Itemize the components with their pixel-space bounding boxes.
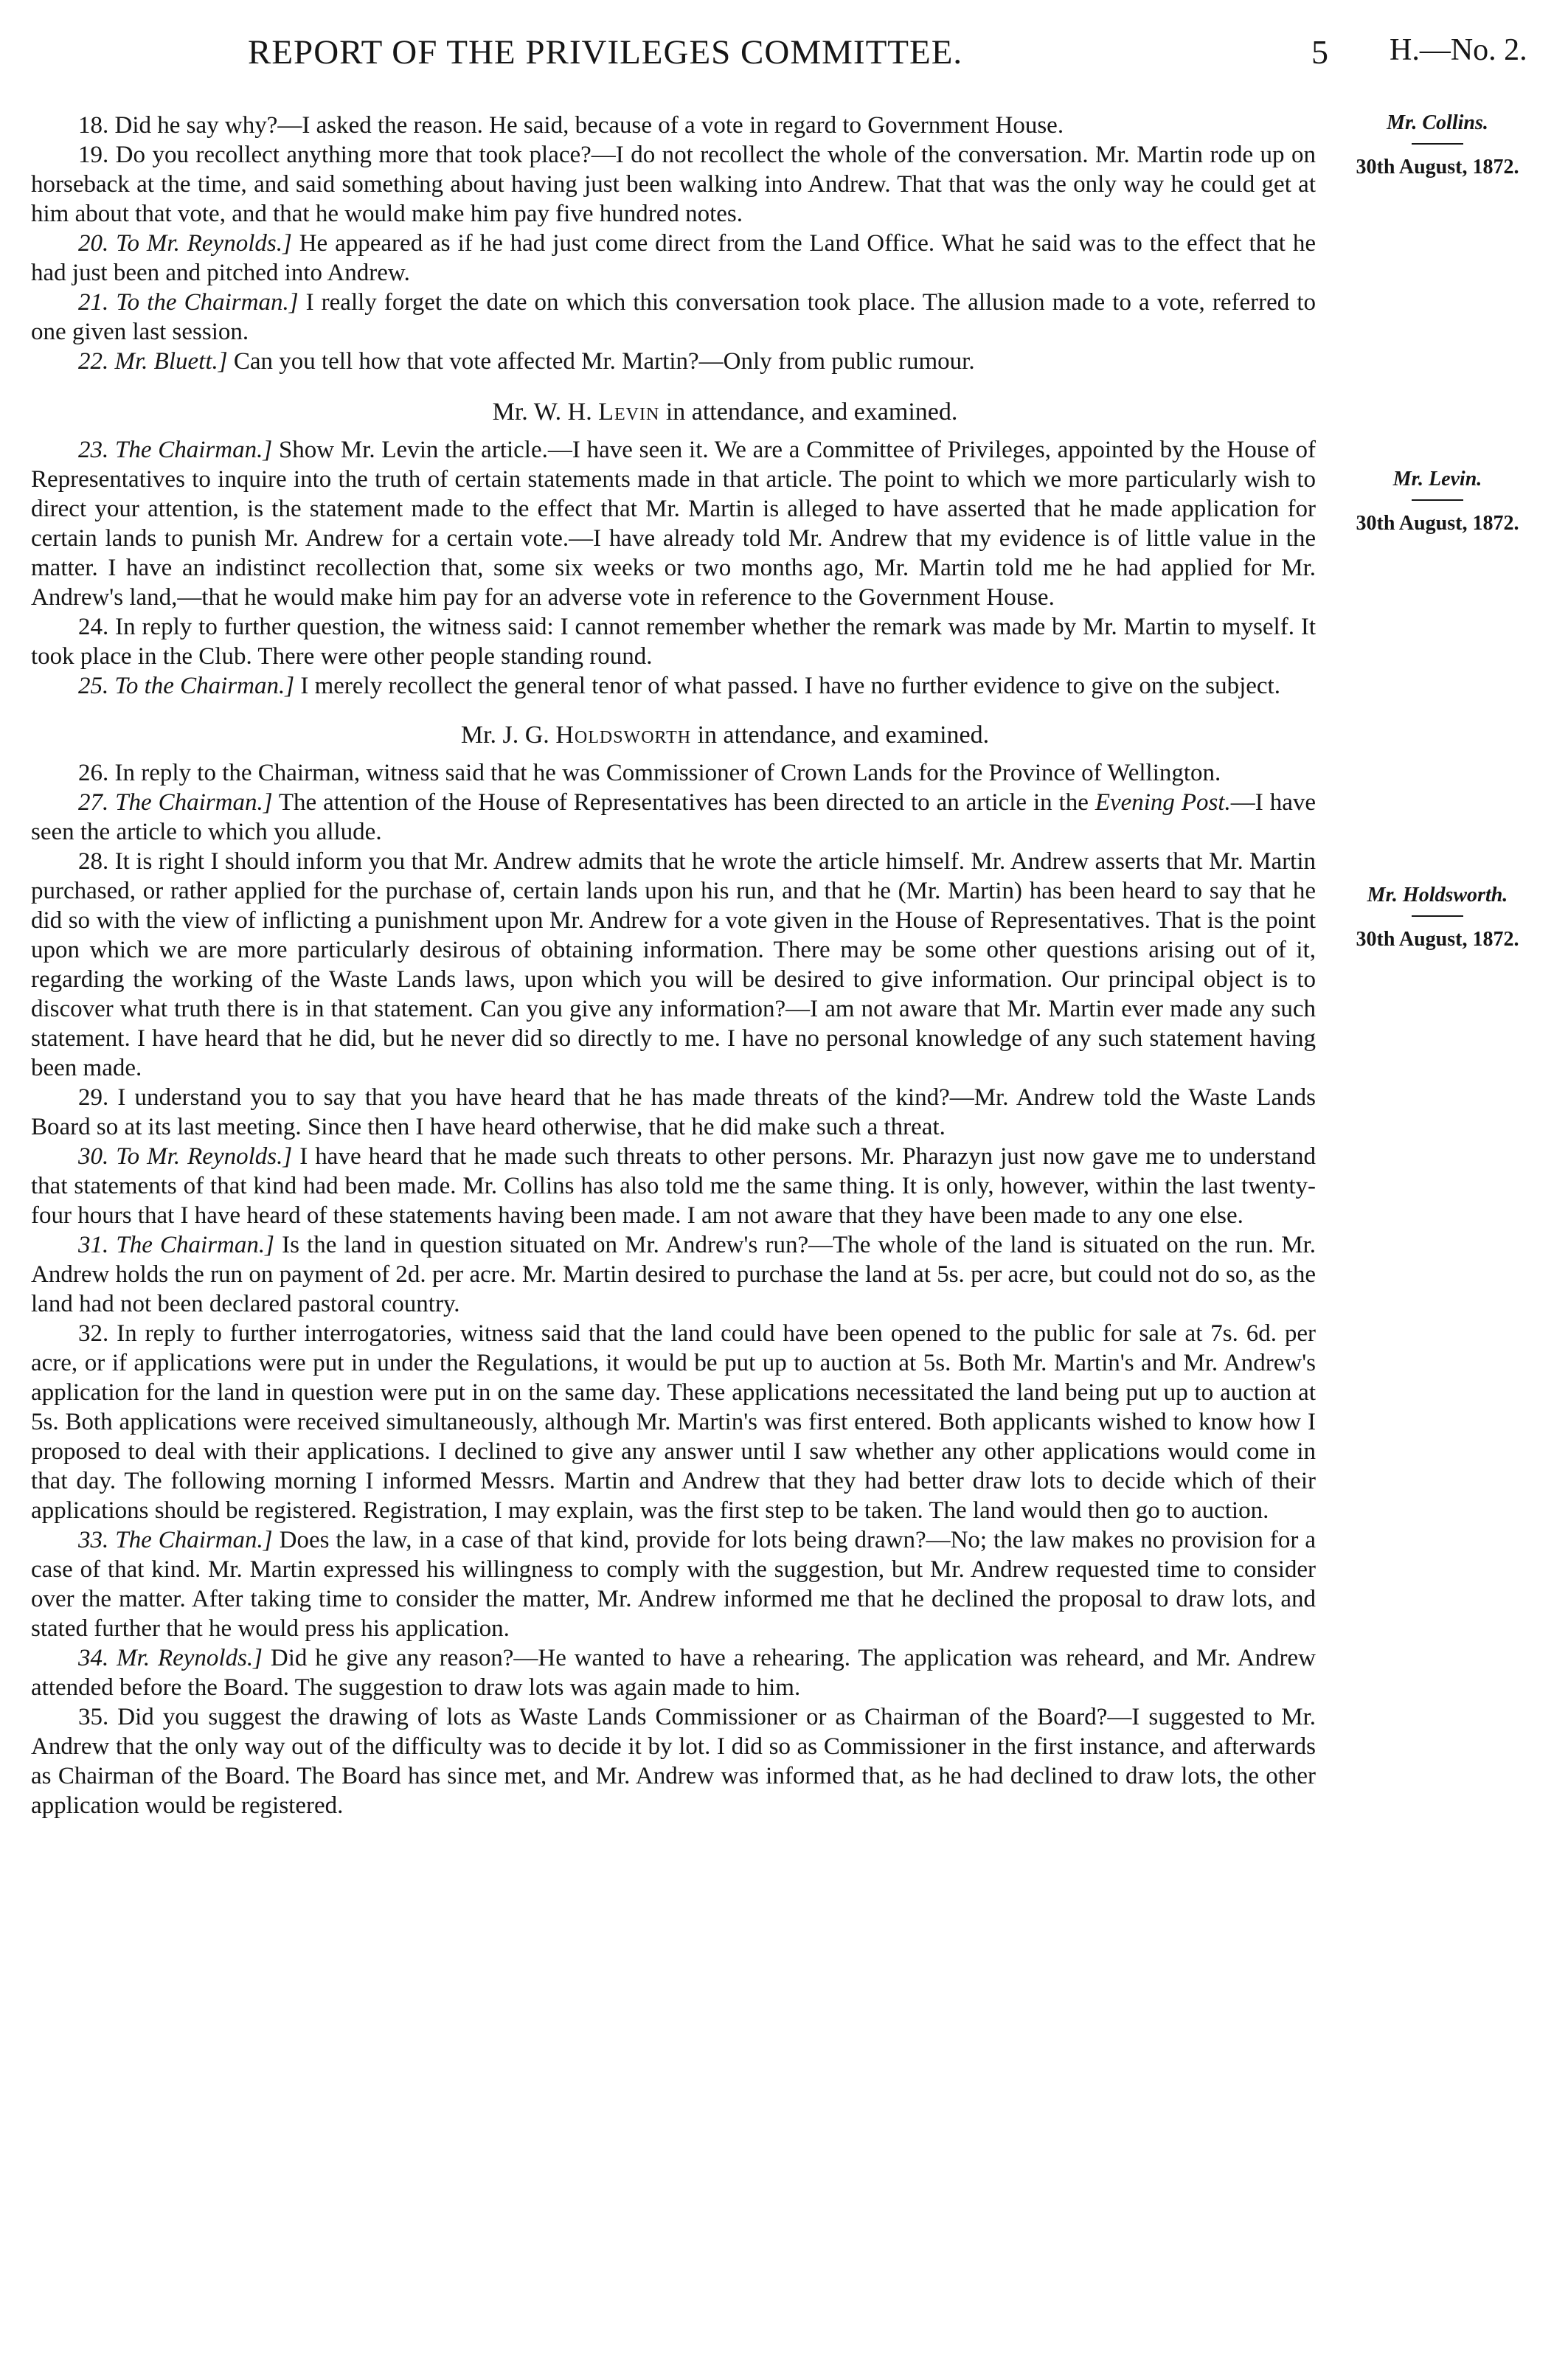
paragraph-text: 32. In reply to further interrogatories, witness said that the land could have been opened to the public for sale at 7s. 6d. per acre, or if applications were put in under the Regulations, it would be put up to auction at 5s. Both Mr. Martin's and Mr. Andrew's application for the land in question were put in on the same day. These applications necessitated the land being put up to auction at 5s. Both applications were received simultaneously, although Mr. Martin's was first entered. Both applicants wished to know how I proposed to deal with their applications. I declined to give any answer until I saw whether any other applications would come in that day. The following morning I informed Messrs. Martin and Andrew that they had better draw lots to decide which of their applications should be registered. Registration, I may explain, was the first step to be taken. The land would then go to auction. — [31, 1320, 1316, 1524]
margin-note-witness: Mr. Holdsworth. — [1367, 884, 1508, 906]
speaker-lead: 34. Mr. Reynolds.] — [78, 1645, 263, 1671]
margin-note-date: 30th August, 1872. — [1356, 156, 1519, 178]
margin-note-rule — [1412, 499, 1463, 501]
margin-note-date: 30th August, 1872. — [1356, 512, 1519, 535]
speaker-lead: 20. To Mr. Reynolds.] — [78, 230, 292, 257]
evidence-paragraph — [31, 1083, 1316, 1142]
paragraph-text: 19. Do you recollect anything more that took place?—I do not recollect the whole of the conversation. Mr. Martin rode up on horseback at the time, and said something about having just been walking into Andrew. That that was the only way he could get at him about that vote, and that he would make him pay five hundred notes. — [31, 142, 1316, 227]
evidence-paragraph — [31, 229, 1316, 288]
evidence-paragraph — [31, 788, 1316, 847]
margin-note-date: 30th August, 1872. — [1356, 928, 1519, 951]
evidence-paragraph — [31, 288, 1316, 347]
witness-heading — [31, 720, 1316, 751]
paragraph-text: 29. I understand you to say that you have heard that he has made threats of the kind?—Mr. Andrew told the Waste Lands Board so at its last meeting. Since then I have heard otherwise, that he did make such a threat. — [31, 1084, 1316, 1140]
evidence-paragraph — [31, 111, 1316, 140]
heading-suffix: in attendance, and examined. — [659, 398, 958, 426]
speaker-lead: 27. The Chairman.] — [78, 789, 273, 816]
speaker-lead: 31. The Chairman.] — [78, 1232, 274, 1258]
evidence-paragraph — [31, 847, 1316, 1083]
paragraph-text: Is the land in question situated on Mr. Andrew's run?—The whole of the land is situated on the run. Mr. Andrew holds the run on payment of 2d. per acre. Mr. Martin desired to purchase the land at 5s. per acre, but could not do so, as the land had not been declared pastoral country. — [31, 1232, 1316, 1317]
evidence-paragraph — [31, 1525, 1316, 1643]
paragraph-text: Show Mr. Levin the article.—I have seen it. We are a Committee of Privileges, appointed by the House of Representatives to inquire into the truth of certain statements made in that article. The point to which we more particularly wish to direct your attention, is the statement made to the effect that Mr. Martin is alleged to have asserted that he made application for certain lands to punish Mr. Andrew for a certain vote.—I have already told Mr. Andrew that my evidence is of little value in the matter. I have an indistinct recollection that, some six weeks or two months ago, Mr. Martin told me he had applied for Mr. Andrew's land,—that he would make him pay for an adverse vote in reference to the Government House. — [31, 437, 1316, 611]
document-reference: H.—No. 2. — [1390, 33, 1527, 67]
report-title: REPORT OF THE PRIVILEGES COMMITTEE. — [248, 33, 963, 72]
paragraph-text: Does the law, in a case of that kind, provide for lots being drawn?—No; the law makes no provision for a case of that kind. Mr. Martin expressed his willingness to comply with the suggestion, but Mr. Andrew requested time to consider over the matter. After taking time to consider the matter, Mr. Andrew informed me that he declined the proposal to draw lots, and stated further that he would press his application. — [31, 1527, 1316, 1642]
main-text-column — [31, 111, 1316, 1820]
speaker-lead: 25. To the Chairman.] — [78, 673, 295, 699]
speaker-lead: 22. Mr. Bluett.] — [78, 348, 228, 375]
paragraph-text: Can you tell how that vote affected Mr. Martin?—Only from public rumour. — [227, 348, 975, 375]
paragraph-text: I really forget the date on which this conversation took place. The allusion made to a vote, referred to one given last session. — [31, 289, 1316, 345]
paragraph-text: 35. Did you suggest the drawing of lots as Waste Lands Commissioner or as Chairman of the Board?—I suggested to Mr. Andrew that the only way out of the difficulty was to decide it by lot. I did so as Commissioner in the first instance, and afterwards as Chairman of the Board. The Board has since met, and Mr. Andrew was informed that, as he had declined to draw lots, the other application would be registered. — [31, 1704, 1316, 1819]
evidence-paragraph — [31, 1643, 1316, 1702]
speaker-lead: 33. The Chairman.] — [78, 1527, 273, 1553]
heading-suffix: in attendance, and examined. — [691, 721, 990, 749]
evidence-paragraph — [31, 612, 1316, 671]
paragraph-text: 24. In reply to further question, the witness said: I cannot remember whether the remark was made by Mr. Martin to myself. It took place in the Club. There were other people standing round. — [31, 614, 1316, 670]
speaker-lead: 23. The Chairman.] — [78, 437, 273, 463]
paragraph-text: 18. Did he say why?—I asked the reason. He said, because of a vote in regard to Government House. — [78, 112, 1064, 139]
evidence-paragraph — [31, 1319, 1316, 1525]
evidence-paragraph — [31, 671, 1316, 701]
heading-prefix: Mr. W. H. — [492, 398, 599, 426]
evidence-paragraph — [31, 347, 1316, 376]
margin-note-rule — [1412, 915, 1463, 917]
evidence-paragraph — [31, 140, 1316, 229]
speaker-lead: 30. To Mr. Reynolds.] — [78, 1143, 293, 1170]
margin-note-rule — [1412, 143, 1463, 145]
paragraph-text: The attention of the House of Representatives has been directed to an article in the Evening Post.—I have seen the article to which you allude. — [31, 789, 1316, 845]
heading-prefix: Mr. J. G. — [460, 721, 556, 749]
evidence-paragraph — [31, 1230, 1316, 1319]
witness-heading — [31, 397, 1316, 428]
paragraph-text: I have heard that he made such threats to other persons. Mr. Pharazyn just now gave me to understand that statements of that kind had been made. Mr. Collins has also told me the same thing. It is only, however, within the last twenty-four hours that I have heard of these statements having been made. I am not aware that they have been made to any one else. — [31, 1143, 1316, 1229]
paragraph-text: 26. In reply to the Chairman, witness said that he was Commissioner of Crown Lands for the Province of Wellington. — [78, 760, 1221, 786]
evidence-paragraph — [31, 1702, 1316, 1820]
paragraph-text: He appeared as if he had just come direct from the Land Office. What he said was to the effect that he had just been and pitched into Andrew. — [31, 230, 1316, 286]
witness-name: Holdsworth — [555, 721, 692, 749]
page-number: 5 — [1311, 33, 1328, 71]
paragraph-text: Did he give any reason?—He wanted to have a rehearing. The application was reheard, and Mr. Andrew attended before the Board. The suggestion to draw lots was again made to him. — [31, 1645, 1316, 1701]
margin-note-witness: Mr. Collins. — [1387, 111, 1488, 134]
margin-note-witness: Mr. Levin. — [1392, 468, 1482, 490]
paragraph-text: 28. It is right I should inform you that Mr. Andrew admits that he wrote the article himself. Mr. Andrew asserts that Mr. Martin purchased, or rather applied for the purchase of, certain lands upon his run, and that he (Mr. Martin) has been heard to say that he did so with the view of inflicting a punishment upon Mr. Andrew for a vote given in the House of Representatives. That is the point upon which we are more particularly desirous of obtaining information. There may be some other questions arising out of it, regarding the working of the Waste Lands laws, upon which you will be desired to give information. Our principal object is to discover what truth there is in that statement. Can you give any information?—I am not aware that Mr. Martin ever made any such statement. I have heard that he did, but he never did so directly to me. I have no personal knowledge of any such statement having been made. — [31, 848, 1316, 1081]
evidence-paragraph — [31, 758, 1316, 788]
paragraph-text: I merely recollect the general tenor of what passed. I have no further evidence to give on the subject. — [294, 673, 1280, 699]
speaker-lead: 21. To the Chairman.] — [78, 289, 299, 316]
evidence-paragraph — [31, 1142, 1316, 1230]
page-header — [32, 32, 1537, 84]
evidence-paragraph — [31, 435, 1316, 612]
witness-name: Levin — [598, 398, 660, 426]
